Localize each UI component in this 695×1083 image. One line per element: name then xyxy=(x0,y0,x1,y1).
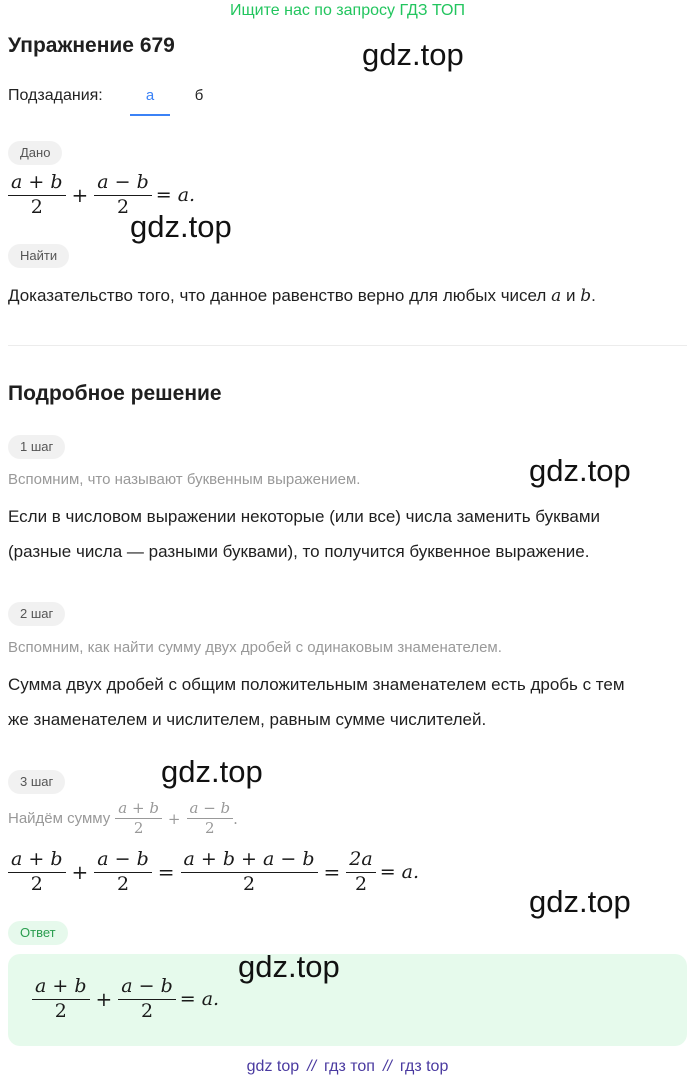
operator: + xyxy=(71,183,89,208)
fraction xyxy=(8,849,66,896)
operator: + xyxy=(167,809,181,828)
denominator: 2 xyxy=(116,195,130,218)
operator: + xyxy=(71,860,89,885)
denominator: 2 xyxy=(140,999,154,1022)
numerator: a − b xyxy=(97,171,149,193)
section-divider xyxy=(8,345,687,346)
denominator: 2 xyxy=(354,872,368,895)
watermark: gdz.top xyxy=(362,37,464,72)
equation-result: = a. xyxy=(155,184,196,207)
numerator: a − b xyxy=(189,799,231,817)
fraction xyxy=(187,800,234,838)
fraction xyxy=(94,172,152,219)
fraction xyxy=(346,849,375,896)
watermark: gdz.top xyxy=(161,754,263,789)
fraction xyxy=(115,800,162,838)
denominator: 2 xyxy=(30,195,43,218)
find-text-end: . xyxy=(591,286,596,305)
step-2-line-2: же знаменателем и числителем, равным сумме числителей. xyxy=(8,710,487,729)
fraction xyxy=(118,976,176,1023)
step-2-hint: Вспомним, как найти сумму двух дробей с одинаковым знаменателем. xyxy=(8,639,502,656)
top-banner: Ищите нас по запросу ГДЗ ТОП xyxy=(230,2,465,19)
find-text-and: и xyxy=(561,286,581,305)
find-text xyxy=(8,279,596,313)
step-2-pill: 2 шаг xyxy=(8,602,65,626)
fraction xyxy=(8,172,66,219)
equation-result: = a. xyxy=(179,988,220,1011)
active-tab-indicator xyxy=(130,114,170,116)
watermark: gdz.top xyxy=(130,209,232,244)
fraction xyxy=(181,849,318,896)
footer-link-3[interactable]: гдз top xyxy=(399,1058,449,1075)
variable-b: b xyxy=(580,286,592,306)
numerator: a − b xyxy=(97,848,149,870)
footer-separator: // xyxy=(382,1058,392,1075)
hint-expr-end: . xyxy=(233,809,238,828)
numerator: 2a xyxy=(349,848,373,870)
step-3-hint-expr xyxy=(115,800,238,838)
variable-a: a xyxy=(551,286,562,306)
solution-title: Подробное решение xyxy=(8,382,222,405)
step-3-calculation xyxy=(8,849,419,896)
find-text-main: Доказательство того, что данное равенство верно для любых чисел xyxy=(8,286,552,305)
numerator: a + b xyxy=(35,975,87,997)
step-1-line-1: Если в числовом выражении некоторые (или все) числа заменить буквами xyxy=(8,507,601,526)
watermark: gdz.top xyxy=(238,949,340,984)
numerator: a − b xyxy=(121,975,173,997)
numerator: a + b xyxy=(118,799,159,817)
given-equation xyxy=(8,172,195,219)
denominator: 2 xyxy=(54,999,67,1022)
denominator: 2 xyxy=(30,872,43,895)
fraction xyxy=(32,976,90,1023)
step-3-hint-text: Найдём сумму xyxy=(8,810,111,828)
footer-links xyxy=(0,1058,695,1076)
subtask-tab-a[interactable]: а xyxy=(145,87,155,104)
footer-separator: // xyxy=(307,1058,317,1075)
step-3-hint xyxy=(8,800,238,838)
answer-equation xyxy=(32,976,219,1023)
step-3-pill: 3 шаг xyxy=(8,770,65,794)
denominator: 2 xyxy=(242,872,256,895)
denominator: 2 xyxy=(116,872,130,895)
numerator: a + b xyxy=(11,848,63,870)
given-pill: Дано xyxy=(8,141,62,165)
footer-link-2[interactable]: гдз топ xyxy=(324,1058,375,1075)
subtasks-label: Подзадания: xyxy=(8,87,103,104)
step-1-line-2: (разные числа — разными буквами), то получится буквенное выражение. xyxy=(8,542,590,561)
numerator: a + b xyxy=(11,171,63,193)
step-1-hint: Вспомним, что называют буквенным выражением. xyxy=(8,471,361,488)
numerator: a + b + a − b xyxy=(183,848,315,870)
page-title: Упражнение 679 xyxy=(8,34,175,57)
subtask-tab-b[interactable]: б xyxy=(194,87,204,104)
denominator: 2 xyxy=(205,819,215,838)
answer-pill: Ответ xyxy=(8,921,68,945)
fraction xyxy=(94,849,152,896)
find-pill: Найти xyxy=(8,244,69,268)
step-2-line-1: Сумма двух дробей с общим положительным знаменателем есть дробь с тем xyxy=(8,675,625,694)
watermark: gdz.top xyxy=(529,884,631,919)
operator: = xyxy=(323,860,341,885)
step-1-pill: 1 шаг xyxy=(8,435,65,459)
operator: = xyxy=(157,860,175,885)
denominator: 2 xyxy=(133,819,144,838)
operator: + xyxy=(95,987,113,1012)
footer-link-1[interactable]: gdz top xyxy=(246,1058,300,1075)
equation-result: = a. xyxy=(379,861,420,884)
watermark: gdz.top xyxy=(529,453,631,488)
